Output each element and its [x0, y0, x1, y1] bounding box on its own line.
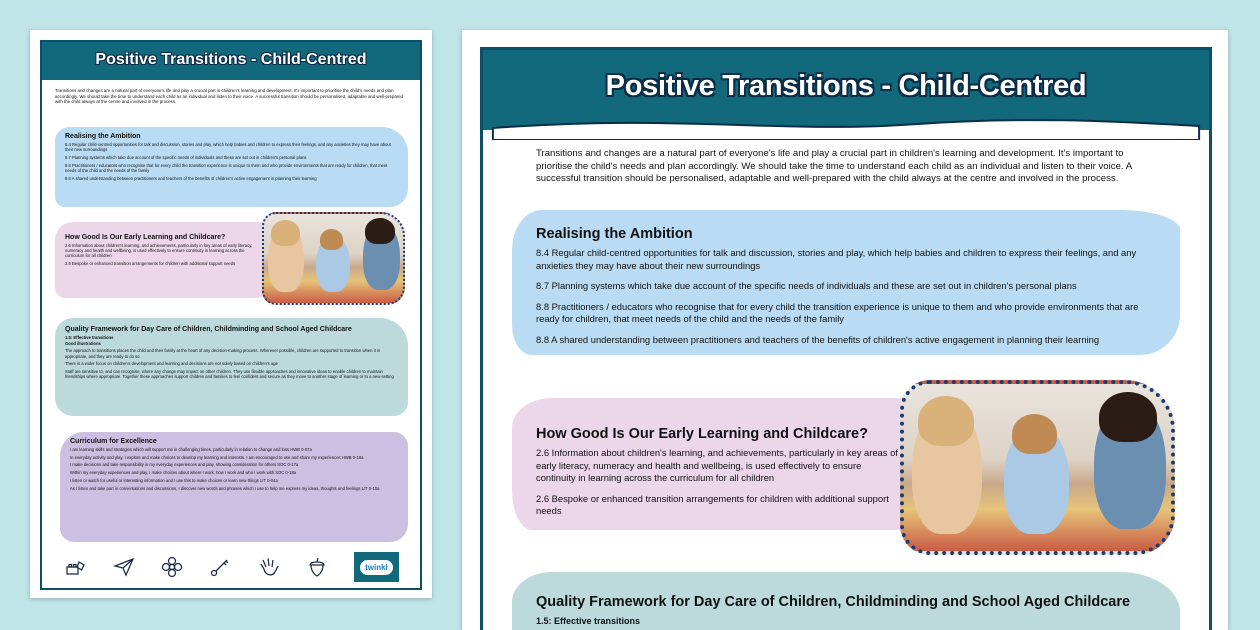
section-item: 8.7 Planning systems which take due account of the specific needs of individuals and these are set out in children's personal plans: [65, 154, 307, 160]
intro-text: Transitions and changes are a natural part of everyone's life and play a crucial part in children's learning and development. It's important to prioritise the child's needs and plan accordingly. We should take the time to understand each child as an individual and listen to their voice. A successful transition should be personalised, adaptable and well-prepared with the child always at the centre and involved in the process.: [536, 148, 1132, 184]
section-item: 2.6 Bespoke or enhanced transition arrangements for children with additional support needs: [65, 261, 236, 267]
section-item: In everyday activity and play, I explore and make choices to develop my learning and interests. I am encouraged to use and share my experiences HWB 0-19a: [70, 454, 364, 460]
section-item: 8.4 Regular child-centred opportunities for talk and discussion, stories and play, which help babies and children to express their feelings, and any anxieties they may have about their new surroundings: [65, 142, 391, 153]
section-heading: Realising the Ambition: [536, 226, 693, 242]
section-realising-the-ambition: [55, 127, 408, 207]
document-title: Positive Transitions - Child-Centred: [95, 51, 367, 68]
section-item: There is a wider focus on children's development and learning and decisions are not solely based on children's age: [65, 361, 278, 367]
section-item: I listen or watch for useful or interesting information and I use this to make choices or learn new things LIT 0-04a: [70, 477, 278, 483]
section-quality-framework: [55, 318, 408, 416]
key-icon: [209, 556, 231, 578]
paper-plane-icon: [113, 556, 135, 578]
section-item: 8.8 A shared understanding between practitioners and teachers of the benefits of children's active engagement in planning their learning: [65, 175, 317, 181]
section-item: The approach to transitions places the child and their family at the heart of any decision-making process. Wherever possible, children are supported to transition when it is appropriate, and they are ready to do so.: [65, 348, 380, 359]
section-item: 2.6 Information about children's learning, and achievements, particularly in key areas of early literacy, numeracy and health and wellbeing, is used effectively to ensure continuity in learning across the curriculum for all children: [536, 447, 898, 483]
section-subheading: Good illustrations: [65, 340, 101, 346]
section-subheading: 1.5: Effective transitions: [536, 616, 641, 626]
section-subheading: 1.5: Effective transitions: [65, 335, 114, 340]
children-playing-photo: [900, 380, 1175, 555]
section-curriculum-for-excellence: [60, 432, 408, 542]
section-heading: Quality Framework for Day Care of Children, Childminding and School Aged Childcare: [65, 326, 352, 333]
section-item: 2.6 Information about children's learning, and achievements, particularly in key areas of early literacy, numeracy and health and wellbeing, is used effectively to ensure continuity in learning across the curriculum for all children: [65, 243, 253, 259]
section-item: 2.6 Bespoke or enhanced transition arrangements for children with additional support needs: [536, 492, 889, 516]
section-heading: Curriculum for Excellence: [70, 438, 157, 445]
section-heading: How Good Is Our Early Learning and Childcare?: [536, 426, 868, 442]
section-item: Staff are sensitive to, and can recognise, where any change may impact on other children. They use flexible approaches and innovative ideas to enable children to maintain friendships where appropriate. Together these approaches support children and families to feel confident and secure as they move to another stage of learning or to a new setting: [65, 369, 394, 380]
section-item: 8.8 Practitioners / educators who recognise that for every child the transition experience is unique to them and who provide environments that are ready for children, that meet needs of the child and the needs of the family: [65, 162, 388, 173]
section-heading: Realising the Ambition: [65, 133, 141, 140]
section-item: 8.4 Regular child-centred opportunities for talk and discussion, stories and play, which help babies and children to express their feelings, and any anxieties they may have about their new surroundings: [536, 247, 1137, 271]
building-blocks-icon: [65, 556, 87, 578]
thumbnail-page[interactable]: [30, 30, 432, 598]
preview-document: [480, 47, 1212, 630]
preview-page: [462, 30, 1228, 630]
hand-icon: [258, 556, 280, 578]
footer-icons: [57, 547, 407, 587]
section-item: As I listen and take part in conversations and discussions, I discover new words and phrases which I use to help me express my ideas, thoughts and feelings LIT 0-10a: [70, 485, 380, 491]
section-how-good-is-our-elc: [512, 398, 932, 530]
section-realising-the-ambition: [512, 210, 1180, 355]
section-heading: How Good Is Our Early Learning and Childcare?: [65, 234, 226, 241]
twinkl-logo: [354, 552, 399, 582]
section-item: I am learning skills and strategies which will support me in challenging times, particularly in relation to change and loss HWB 0-07a: [70, 447, 312, 452]
flower-icon: [161, 556, 183, 578]
section-item: 8.8 A shared understanding between practitioners and teachers of the benefits of children's active engagement in planning their learning: [536, 333, 1100, 345]
document-title: Positive Transitions - Child-Centred: [605, 70, 1087, 102]
logo-text: twinkl: [360, 560, 393, 575]
section-quality-framework: [512, 572, 1180, 630]
section-item: 8.8 Practitioners / educators who recognise that for every child the transition experience is unique to them and who provide environments that are ready for children, that meet needs of the child and the needs of the family: [536, 300, 1139, 324]
header-wave: [483, 114, 1209, 140]
children-playing-photo: [262, 212, 405, 305]
section-how-good-is-our-elc: [55, 222, 270, 298]
thumbnail-document: [40, 40, 422, 590]
intro-text: Transitions and changes are a natural part of everyone's life and play a crucial part in children's learning and development. It's important to prioritise the child's needs and plan accordingly. We should take the time to understand each child as an individual and listen to their voice. A successful transition should be personalised, adaptable and well-prepared with the child always at the centre and involved in the process.: [55, 88, 404, 105]
section-heading: Quality Framework for Day Care of Children, Childminding and School Aged Childcare: [536, 594, 1131, 610]
section-item: 8.7 Planning systems which take due account of the specific needs of individuals and these are set out in children's personal plans: [536, 280, 1077, 291]
section-item: Within my everyday experiences and play, I make choices about where I work, how I work and who I work with SOC 0-18a: [70, 470, 297, 476]
acorn-icon: [306, 556, 328, 578]
section-item: I make decisions and take responsibility in my everyday experiences and play, showing consideration for others SOC 0-17a: [70, 462, 299, 468]
